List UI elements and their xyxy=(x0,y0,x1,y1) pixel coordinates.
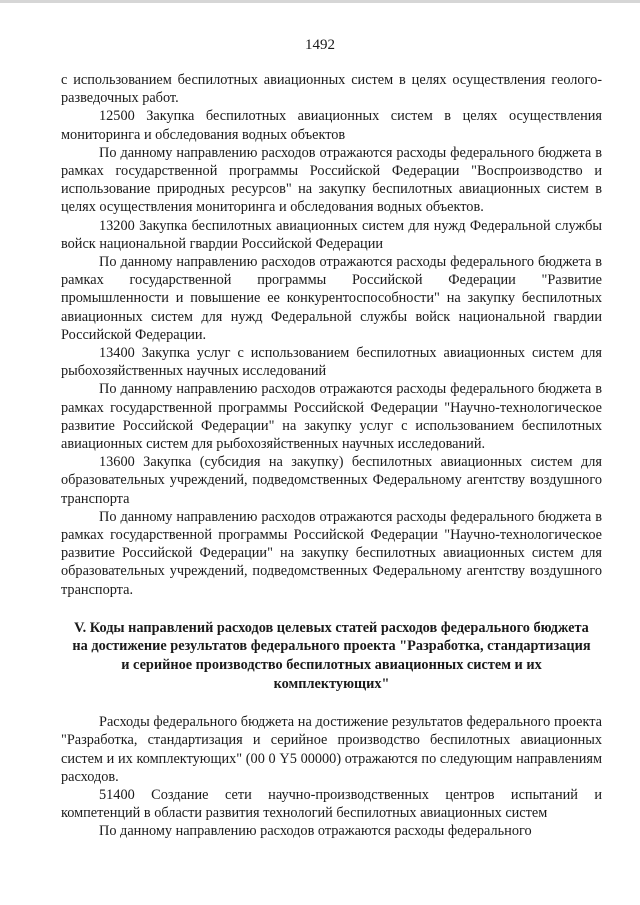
item-13200-title: 13200 Закупка беспилотных авиационных систем для нужд Федеральной службы войск национальной гвардии Российской Федерации xyxy=(61,217,602,252)
item-13200-description: По данному направлению расходов отражаются расходы федерального бюджета в рамках государственной программы Российской Федерации "Развитие промышленности и повышение ее конкурентоспособности" на закупку беспилотных авиационных систем для нужд Федеральной службы войск национальной гвардии Российской Федерации. xyxy=(61,254,602,343)
item-13600-description: По данному направлению расходов отражаются расходы федерального бюджета в рамках государственной программы Российской Федерации "Научно-технологическое развитие Российской Федерации" на закупку беспилотных авиационных систем для образовательных учреждений, подведомственных Федеральному агентству воздушного транспорта. xyxy=(61,508,602,598)
item-51400-title: 51400 Создание сети научно-производственных центров испытаний и компетенций в области развития технологий беспилотных авиационных систем xyxy=(61,787,602,822)
item-12500-description: По данному направлению расходов отражаются расходы федерального бюджета в рамках государственной программы Российской Федерации "Воспроизводство и использование природных ресурсов" на закупку беспилотных авиационных систем в целях осуществления мониторинга и обследования водных объектов. xyxy=(61,144,602,216)
scan-top-edge xyxy=(0,0,640,3)
page-number: 1492 xyxy=(305,37,335,53)
item-13400-title: 13400 Закупка услуг с использованием беспилотных авиационных систем для рыбохозяйственных научных исследований xyxy=(61,345,602,380)
paragraph-continuation: с использованием беспилотных авиационных систем в целях осуществления геолого-разведочных работ. xyxy=(61,72,602,107)
section-heading: V. Коды направлений расходов целевых статей расходов федерального бюджета на достижение результатов федерального проекта "Разработка, стандартизация и серийное производство беспилотных авиационных систем и их комплектующих" xyxy=(72,619,591,692)
page-content xyxy=(61,71,602,841)
section-spacer xyxy=(61,693,602,713)
item-13400-description: По данному направлению расходов отражаются расходы федерального бюджета в рамках государственной программы Российской Федерации "Научно-технологическое развитие Российской Федерации" на закупку услуг с использованием беспилотных авиационных систем для рыбохозяйственных научных исследований. xyxy=(61,381,602,453)
item-51400-description: По данному направлению расходов отражаются расходы федерального xyxy=(99,823,532,840)
item-13600-title: 13600 Закупка (субсидия на закупку) беспилотных авиационных систем для образовательных учреждений, подведомственных Федеральному агентству воздушного транспорта xyxy=(61,454,602,507)
section-spacer xyxy=(61,599,602,619)
section-intro: Расходы федерального бюджета на достижение результатов федерального проекта "Разработка, стандартизация и серийное производство беспилотных авиационных систем и их комплектующих" (00 0 Y5 00000) отражаются по следующим направлениям расходов. xyxy=(61,714,602,785)
item-12500-title: 12500 Закупка беспилотных авиационных систем в целях осуществления мониторинга и обследования водных объектов xyxy=(61,108,602,143)
